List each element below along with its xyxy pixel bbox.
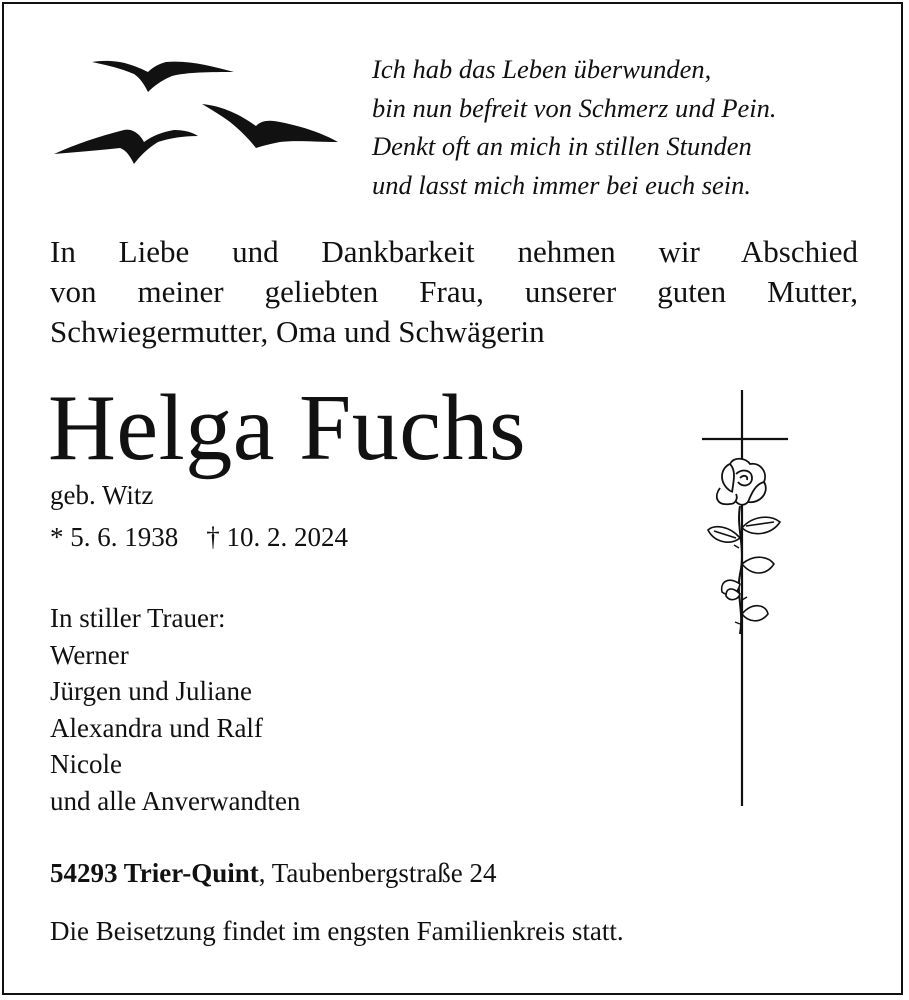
poem-line: Ich hab das Leben überwunden,: [372, 54, 712, 84]
birth-date: * 5. 6. 1938: [50, 522, 179, 552]
funeral-note: Die Beisetzung findet im engsten Familienkreis statt.: [50, 916, 624, 946]
mourner-name: Jürgen und Juliane: [50, 676, 252, 706]
poem-line: und lasst mich immer bei euch sein.: [372, 169, 752, 200]
mourner-name: Werner: [50, 639, 129, 670]
mourner-name: Alexandra und Ralf: [50, 712, 263, 743]
intro-line: von meiner geliebten Frau, unserer guten Mutter,: [50, 274, 858, 309]
maiden-name: geb. Witz: [50, 480, 154, 510]
intro-line: In Liebe und Dankbarkeit nehmen wir Abschied: [50, 234, 858, 269]
mourner-name: Nicole: [50, 749, 122, 779]
mourners-heading: In stiller Trauer:: [50, 603, 226, 633]
poem-line: Denkt oft an mich in stillen Stunden: [372, 131, 752, 161]
death-date: † 10. 2. 2024: [206, 522, 348, 552]
mourners-list: [50, 600, 300, 819]
life-dates: [50, 522, 348, 553]
poem-line: bin nun befreit von Schmerz und Pein.: [372, 92, 777, 123]
intro-line: Schwiegermutter, Oma und Schwägerin: [50, 314, 545, 349]
cross-with-rose-icon: [690, 388, 800, 810]
deceased-name: Helga Fuchs: [48, 376, 527, 480]
mourner-name: und alle Anverwandten: [50, 785, 301, 816]
postal-city: 54293 Trier-Quint: [50, 858, 259, 888]
poem: [372, 50, 777, 204]
flying-birds-icon: [48, 50, 348, 170]
street: , Taubenbergstraße 24: [258, 858, 497, 888]
intro-text: [50, 232, 858, 352]
address: [50, 858, 497, 889]
